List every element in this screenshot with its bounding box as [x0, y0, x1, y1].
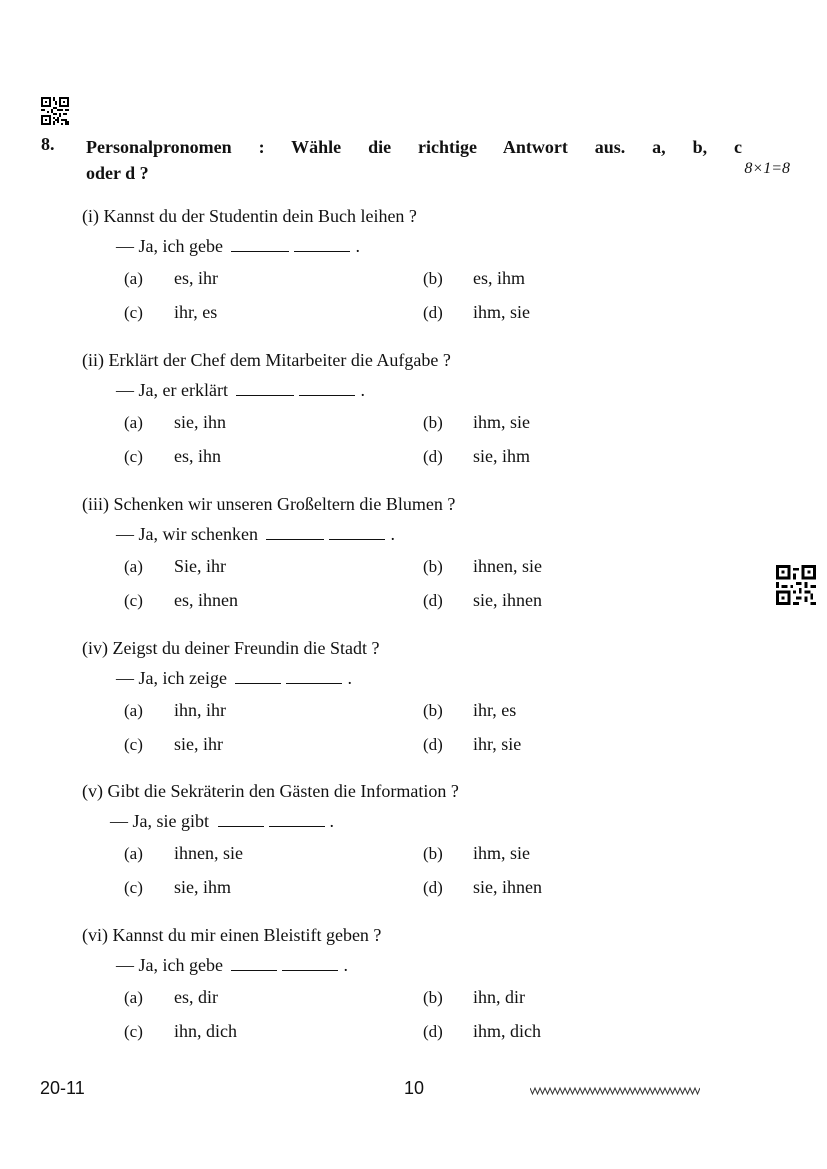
option-c[interactable]: (c) ihr, es	[124, 302, 218, 322]
option-d[interactable]: (d) sie, ihm	[423, 446, 530, 466]
sub-question	[82, 635, 782, 765]
sub-question-prompt: (vi) Kannst du mir einen Bleistift geben ?	[82, 925, 382, 945]
answer-line: — Ja, ich gebe .	[116, 236, 360, 256]
answer-line: — Ja, ich zeige .	[116, 668, 352, 688]
qr-code-icon	[41, 97, 69, 125]
sub-question	[82, 491, 782, 621]
option-c[interactable]: (c) ihn, dich	[124, 1021, 237, 1041]
answer-blank[interactable]	[299, 378, 355, 396]
answer-prefix: — Ja, sie gibt	[110, 811, 209, 831]
option-d[interactable]: (d) sie, ihnen	[423, 590, 542, 610]
answer-blank[interactable]	[282, 953, 338, 971]
page-number: 10	[404, 1078, 425, 1098]
question-number: 8.	[41, 134, 55, 154]
options	[82, 840, 782, 908]
option-b[interactable]: (b) ihm, sie	[423, 843, 530, 863]
answer-blank[interactable]	[231, 953, 277, 971]
answer-line: — Ja, sie gibt .	[110, 811, 334, 831]
answer-line: — Ja, er erklärt .	[116, 380, 365, 400]
answer-prefix: — Ja, wir schenken	[116, 524, 258, 544]
sub-question	[82, 203, 782, 333]
options	[82, 553, 782, 621]
option-a[interactable]: (a) sie, ihn	[124, 412, 226, 432]
answer-prefix: — Ja, ich gebe	[116, 236, 223, 256]
sub-question-prompt: (i) Kannst du der Studentin dein Buch leihen ?	[82, 206, 417, 226]
question-heading-line1: Personalpronomen : Wähle die richtige Antwort aus. a, b, c	[86, 137, 742, 157]
marks-allocation: 8×1=8	[744, 160, 790, 177]
question-heading	[86, 134, 742, 186]
answer-blank[interactable]	[329, 522, 385, 540]
answer-blank[interactable]	[286, 666, 342, 684]
answer-blank[interactable]	[236, 378, 294, 396]
question-heading-line2: oder d ?	[86, 163, 149, 183]
option-a[interactable]: (a) ihn, ihr	[124, 700, 226, 720]
option-d[interactable]: (d) ihm, sie	[423, 302, 530, 322]
answer-prefix: — Ja, er erklärt	[116, 380, 228, 400]
option-d[interactable]: (d) ihr, sie	[423, 734, 522, 754]
option-d[interactable]: (d) sie, ihnen	[423, 877, 542, 897]
option-d[interactable]: (d) ihm, dich	[423, 1021, 541, 1041]
wavy-line-icon	[530, 1084, 700, 1102]
answer-blank[interactable]	[218, 809, 264, 827]
options	[82, 697, 782, 765]
option-b[interactable]: (b) ihr, es	[423, 700, 517, 720]
answer-prefix: — Ja, ich gebe	[116, 955, 223, 975]
sub-question	[82, 347, 782, 477]
paper-code: 20-11	[40, 1078, 85, 1098]
options	[82, 265, 782, 333]
option-a[interactable]: (a) es, dir	[124, 987, 218, 1007]
sub-question-prompt: (ii) Erklärt der Chef dem Mitarbeiter die Aufgabe ?	[82, 350, 451, 370]
sub-question	[82, 778, 782, 908]
sub-question	[82, 922, 782, 1052]
option-b[interactable]: (b) ihn, dir	[423, 987, 525, 1007]
answer-blank[interactable]	[235, 666, 281, 684]
options	[82, 409, 782, 477]
sub-question-prompt: (iv) Zeigst du deiner Freundin die Stadt ?	[82, 638, 380, 658]
answer-blank[interactable]	[294, 234, 350, 252]
option-a[interactable]: (a) es, ihr	[124, 268, 218, 288]
option-a[interactable]: (a) ihnen, sie	[124, 843, 243, 863]
option-b[interactable]: (b) ihm, sie	[423, 412, 530, 432]
answer-blank[interactable]	[266, 522, 324, 540]
options	[82, 984, 782, 1052]
answer-blank[interactable]	[269, 809, 325, 827]
option-b[interactable]: (b) es, ihm	[423, 268, 525, 288]
option-c[interactable]: (c) es, ihnen	[124, 590, 238, 610]
answer-blank[interactable]	[231, 234, 289, 252]
option-c[interactable]: (c) sie, ihr	[124, 734, 223, 754]
sub-question-prompt: (iii) Schenken wir unseren Großeltern die Blumen ?	[82, 494, 456, 514]
option-a[interactable]: (a) Sie, ihr	[124, 556, 226, 576]
sub-question-prompt: (v) Gibt die Sekräterin den Gästen die Information ?	[82, 781, 459, 801]
option-c[interactable]: (c) es, ihn	[124, 446, 221, 466]
answer-prefix: — Ja, ich zeige	[116, 668, 227, 688]
option-b[interactable]: (b) ihnen, sie	[423, 556, 542, 576]
answer-line: — Ja, ich gebe .	[116, 955, 348, 975]
answer-line: — Ja, wir schenken .	[116, 524, 395, 544]
option-c[interactable]: (c) sie, ihm	[124, 877, 231, 897]
qr-code-icon	[776, 565, 816, 605]
